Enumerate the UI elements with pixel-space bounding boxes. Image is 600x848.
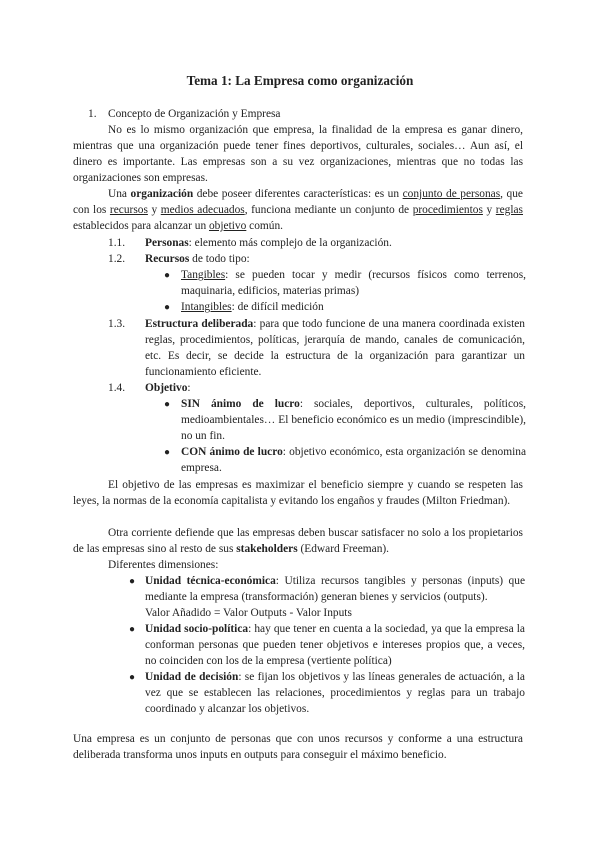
bullet-tangibles: Tangibles: se pueden tocar y medir (recursos físicos como terrenos, maquinaria, edificios, materias primas) (181, 269, 526, 297)
item-number-1-1: 1.1. (108, 237, 126, 249)
dimensions-heading: Diferentes dimensiones: (108, 559, 219, 571)
dimension-tecnica-economica: Unidad técnica-económica: Utiliza recursos tangibles y personas (inputs) que mediante la empresa (transformación) generan bienes y servicios (outputs). (145, 575, 525, 603)
item-number-1-2: 1.2. (108, 253, 126, 265)
bullet-icon: ● (164, 447, 171, 458)
bullet-icon: ● (129, 576, 136, 587)
bullet-icon: ● (164, 399, 171, 410)
item-1-4: Objetivo: (145, 382, 191, 394)
dimension-socio-politica: Unidad socio-política: hay que tener en cuenta a la sociedad, ya que la empresa la conforman personas que pueden tener objetivos e intereses propios que, a veces, no coinciden con los de la empresa (vertiente política) (145, 623, 525, 667)
bullet-icon: ● (129, 672, 136, 683)
item-number-1-3: 1.3. (108, 318, 126, 330)
page-title: Tema 1: La Empresa como organización (186, 73, 414, 88)
bullet-icon: ● (164, 270, 171, 281)
item-number-1-4: 1.4. (108, 382, 126, 394)
bullet-sin-animo-lucro: SIN ánimo de lucro: sociales, deportivos, culturales, políticos, medioambientales… El beneficio económico es un medio (imprescindible), no un fin. (181, 398, 526, 442)
section-number: 1. (88, 108, 97, 120)
intro-paragraph-2: Una organización debe poseer diferentes características: es un conjunto de personas, que con los recursos y medios adecuados, funciona mediante un conjunto de procedimientos y reglas establecidos para alcanzar un objetivo común. (73, 188, 523, 232)
summary-paragraph: Una empresa es un conjunto de personas que con unos recursos y conforme a una estructura deliberada transforma unos inputs en outputs para conseguir el máximo beneficio. (73, 733, 523, 761)
item-1-2: Recursos de todo tipo: (145, 253, 250, 265)
paragraph-freeman: Otra corriente defiende que las empresas deben buscar satisfacer no solo a los propietarios de las empresas sino al resto de sus stakeholders (Edward Freeman). (73, 527, 523, 555)
dimension-decision: Unidad de decisión: se fijan los objetivos y las líneas generales de actuación, a la vez que se establecen las relaciones, procedimientos y reglas para un trabajo coordinado y alcanzar los objetivos. (145, 671, 525, 715)
section-heading: Concepto de Organización y Empresa (108, 108, 281, 120)
paragraph-friedman: El objetivo de las empresas es maximizar el beneficio siempre y cuando se respeten las leyes, la normas de la economía capitalista y evitando los engaños y fraudes (Milton Friedman). (73, 479, 523, 507)
item-1-3: Estructura deliberada: para que todo funcione de una manera coordinada existen reglas, procedimientos, políticas, jerarquía de mando, canales de comunicación, etc. Es decir, se decide la estructura de la organización para garantizar un funcionamiento eficiente. (145, 318, 525, 378)
intro-paragraph-1: No es lo mismo organización que empresa, la finalidad de la empresa es ganar dinero, mientras que una organización puede tener fines deportivos, culturales, sociales… Aun así, el dinero es importante. Las empresas son a su vez organizaciones, mientras que no todas las organizaciones son empresas. (73, 124, 523, 184)
bullet-icon: ● (164, 302, 171, 313)
bullet-intangibles: Intangibles: de difícil medición (181, 301, 324, 313)
item-1-1: Personas: elemento más complejo de la organización. (145, 237, 392, 249)
bullet-con-animo-lucro: CON ánimo de lucro: objetivo económico, esta organización se denomina empresa. (181, 446, 526, 474)
valor-anadido-formula: Valor Añadido = Valor Outputs - Valor Inputs (145, 607, 352, 619)
bullet-icon: ● (129, 624, 136, 635)
